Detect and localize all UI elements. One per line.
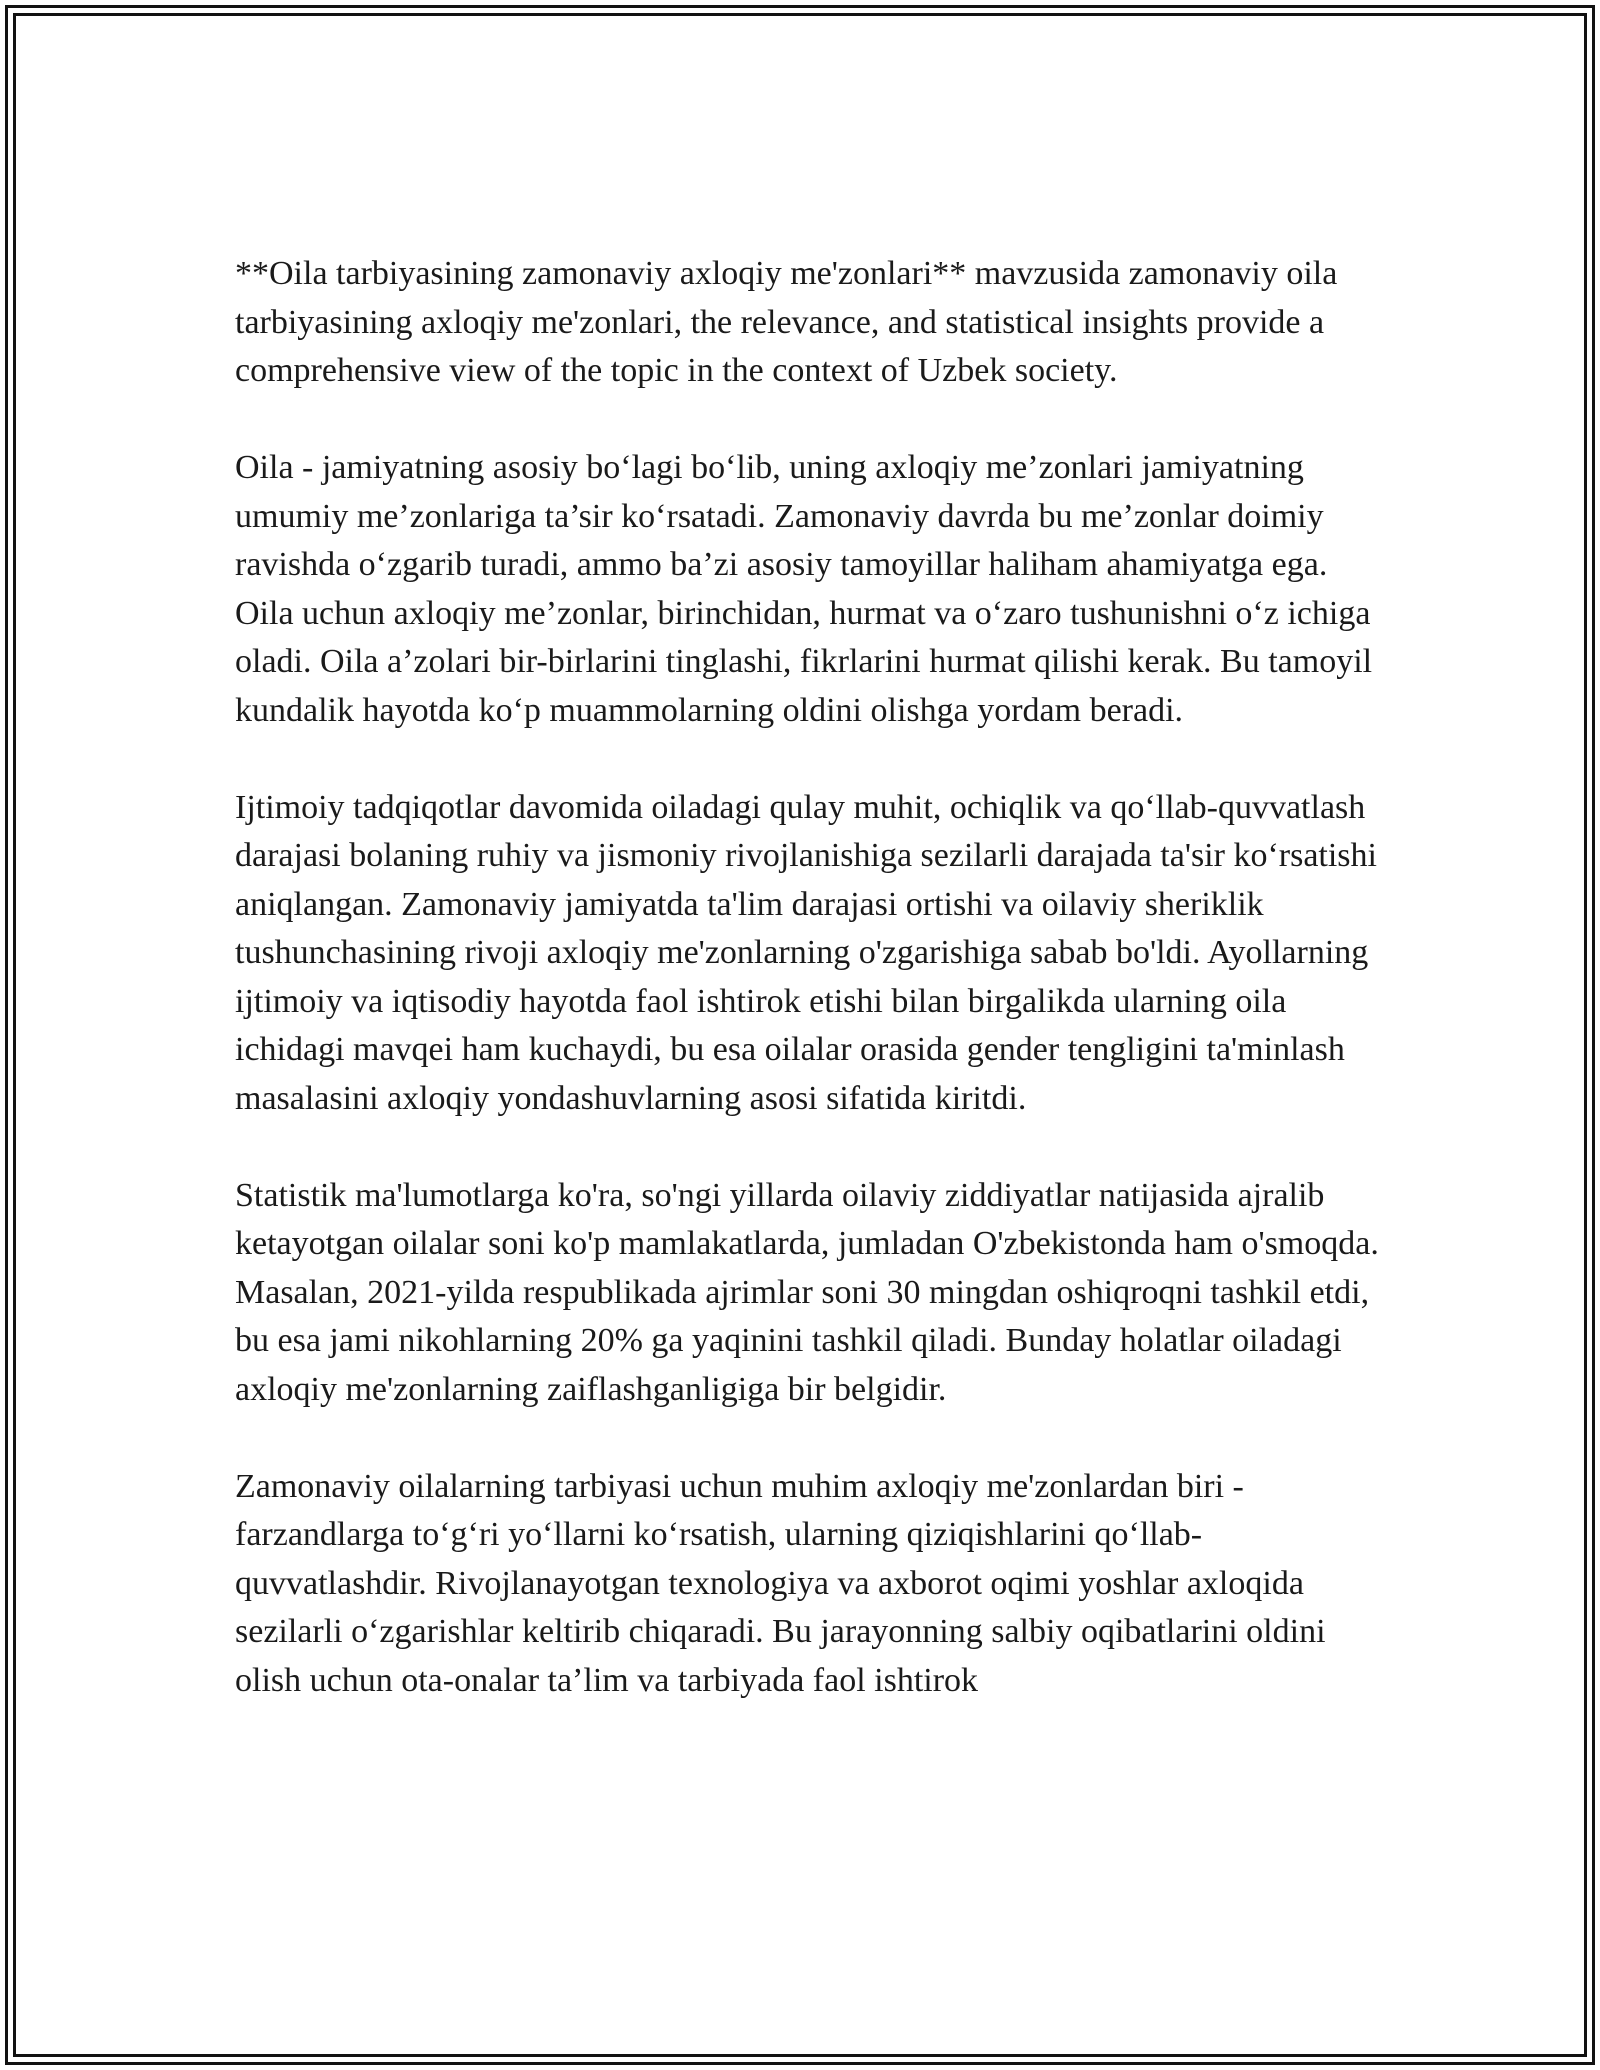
paragraph-intro: **Oila tarbiyasining zamonaviy axloqiy me'zonlari** mavzusida zamonaviy oila tarbiyasining axloqiy me'zonlari, the relevance, and statistical insights provide a comprehensive view of the topic in the context of Uzbek society. xyxy=(235,255,1338,389)
paragraph-social-research: Ijtimoiy tadqiqotlar davomida oiladagi qulay muhit, ochiqlik va qo‘llab-quvvatlash darajasi bolaning ruhiy va jismoniy rivojlanishiga sezilarli darajada ta'sir ko‘rsatishi aniqlangan. Zamonaviy jamiyatda ta'lim darajasi ortishi va oilaviy sheriklik tushunchasining rivoji axloqiy me'zonlarning o'zgarishiga sabab bo'ldi. Ayollarning ijtimoiy va iqtisodiy hayotda faol ishtirok etishi bilan birgalikda ularning oila ichidagi mavqei ham kuchaydi, bu esa oilalar orasida gender tengligini ta'minlash masalasini axloqiy yondashuvlarning asosi sifatida kiritdi. xyxy=(235,788,1377,1117)
paragraph-statistics: Statistik ma'lumotlarga ko'ra, so'ngi yillarda oilaviy ziddiyatlar natijasida ajralib ketayotgan oilalar soni ko'p mamlakatlarda, jumladan O'zbekistonda ham o'smoqda. Masalan, 2021-yilda respublikada ajrimlar soni 30 mingdan oshiqroqni tashkil etdi, bu esa jami nikohlarning 20% ga yaqinini tashkil qiladi. Bunday holatlar oiladagi axloqiy me'zonlarning zaiflashganligiga bir belgidir. xyxy=(235,1176,1379,1408)
paragraph-modern-upbringing: Zamonaviy oilalarning tarbiyasi uchun muhim axloqiy me'zonlardan biri - farzandlarga to‘g‘ri yo‘llarni ko‘rsatish, ularning qiziqishlarini qo‘llab-quvvatlashdir. Rivojlanayotgan texnologiya va axborot oqimi yoshlar axloqida sezilarli o‘zgarishlar keltirib chiqaradi. Bu jarayonning salbiy oqibatlarini oldini olish uchun ota-onalar ta’lim va tarbiyada faol ishtirok xyxy=(235,1467,1326,1699)
document-body xyxy=(235,250,1385,1754)
paragraph-family-morals: Oila - jamiyatning asosiy bo‘lagi bo‘lib, uning axloqiy me’zonlari jamiyatning umumiy me’zonlariga ta’sir ko‘rsatadi. Zamonaviy davrda bu me’zonlar doimiy ravishda o‘zgarib turadi, ammo ba’zi asosiy tamoyillar haliham ahamiyatga ega. Oila uchun axloqiy me’zonlar, birinchidan, hurmat va o‘zaro tushunishni o‘z ichiga oladi. Oila a’zolari bir-birlarini tinglashi, fikrlarini hurmat qilishi kerak. Bu tamoyil kundalik hayotda ko‘p muammolarning oldini olishga yordam beradi. xyxy=(235,449,1373,729)
